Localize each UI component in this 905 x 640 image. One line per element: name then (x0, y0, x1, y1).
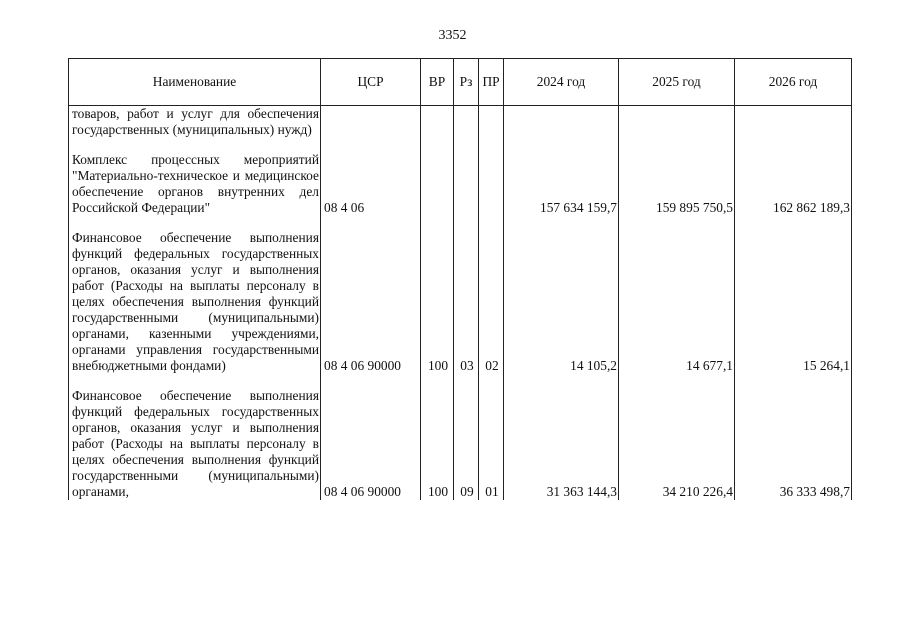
header-pr: ПР (479, 59, 504, 106)
cell-2026 (735, 106, 852, 139)
cell-2024 (504, 106, 619, 139)
cell-vr: 100 (421, 374, 454, 500)
cell-pr: 02 (479, 216, 504, 374)
cell-2026: 15 264,1 (735, 216, 852, 374)
budget-table-container (68, 58, 851, 500)
cell-2025 (619, 106, 735, 139)
cell-2024: 31 363 144,3 (504, 374, 619, 500)
cell-pr (479, 138, 504, 216)
header-2025: 2025 год (619, 59, 735, 106)
page-number: 3352 (438, 28, 467, 43)
cell-vr: 100 (421, 216, 454, 374)
header-name: Наименование (69, 59, 321, 106)
cell-name: Комплекс процессных мероприятий "Материально-техническое и медицинское обеспечение органов внутренних дел Российской Федерации" (69, 138, 321, 216)
cell-name: товаров, работ и услуг для обеспечения государственных (муниципальных) нужд) (69, 106, 321, 139)
cell-name: Финансовое обеспечение выполнения функций федеральных государственных органов, оказания услуг и выполнения работ (Расходы на выплаты персоналу в целях обеспечения выполнения функций государственными (муниципальными) органами, (69, 374, 321, 500)
cell-rz: 09 (454, 374, 479, 500)
header-2026: 2026 год (735, 59, 852, 106)
cell-2026: 36 333 498,7 (735, 374, 852, 500)
table-row (69, 106, 852, 139)
cell-2025: 159 895 750,5 (619, 138, 735, 216)
cell-csr: 08 4 06 (321, 138, 421, 216)
cell-2025: 34 210 226,4 (619, 374, 735, 500)
cell-2024: 14 105,2 (504, 216, 619, 374)
cell-rz: 03 (454, 216, 479, 374)
header-2024: 2024 год (504, 59, 619, 106)
cell-vr (421, 106, 454, 139)
cell-2025: 14 677,1 (619, 216, 735, 374)
budget-table (68, 58, 852, 500)
header-rz: Рз (454, 59, 479, 106)
cell-pr: 01 (479, 374, 504, 500)
header-csr: ЦСР (321, 59, 421, 106)
table-row (69, 216, 852, 374)
cell-csr: 08 4 06 90000 (321, 374, 421, 500)
cell-2024: 157 634 159,7 (504, 138, 619, 216)
cell-csr (321, 106, 421, 139)
table-row (69, 374, 852, 500)
header-row (69, 59, 852, 106)
table-row (69, 138, 852, 216)
cell-name: Финансовое обеспечение выполнения функций федеральных государственных органов, оказания услуг и выполнения работ (Расходы на выплаты персоналу в целях обеспечения выполнения функций государственными (муниципальными) органами, казенными учреждениями, органами управления государственными внебюджетными фондами) (69, 216, 321, 374)
cell-rz (454, 138, 479, 216)
cell-2026: 162 862 189,3 (735, 138, 852, 216)
cell-vr (421, 138, 454, 216)
cell-pr (479, 106, 504, 139)
cell-csr: 08 4 06 90000 (321, 216, 421, 374)
cell-rz (454, 106, 479, 139)
header-vr: ВР (421, 59, 454, 106)
